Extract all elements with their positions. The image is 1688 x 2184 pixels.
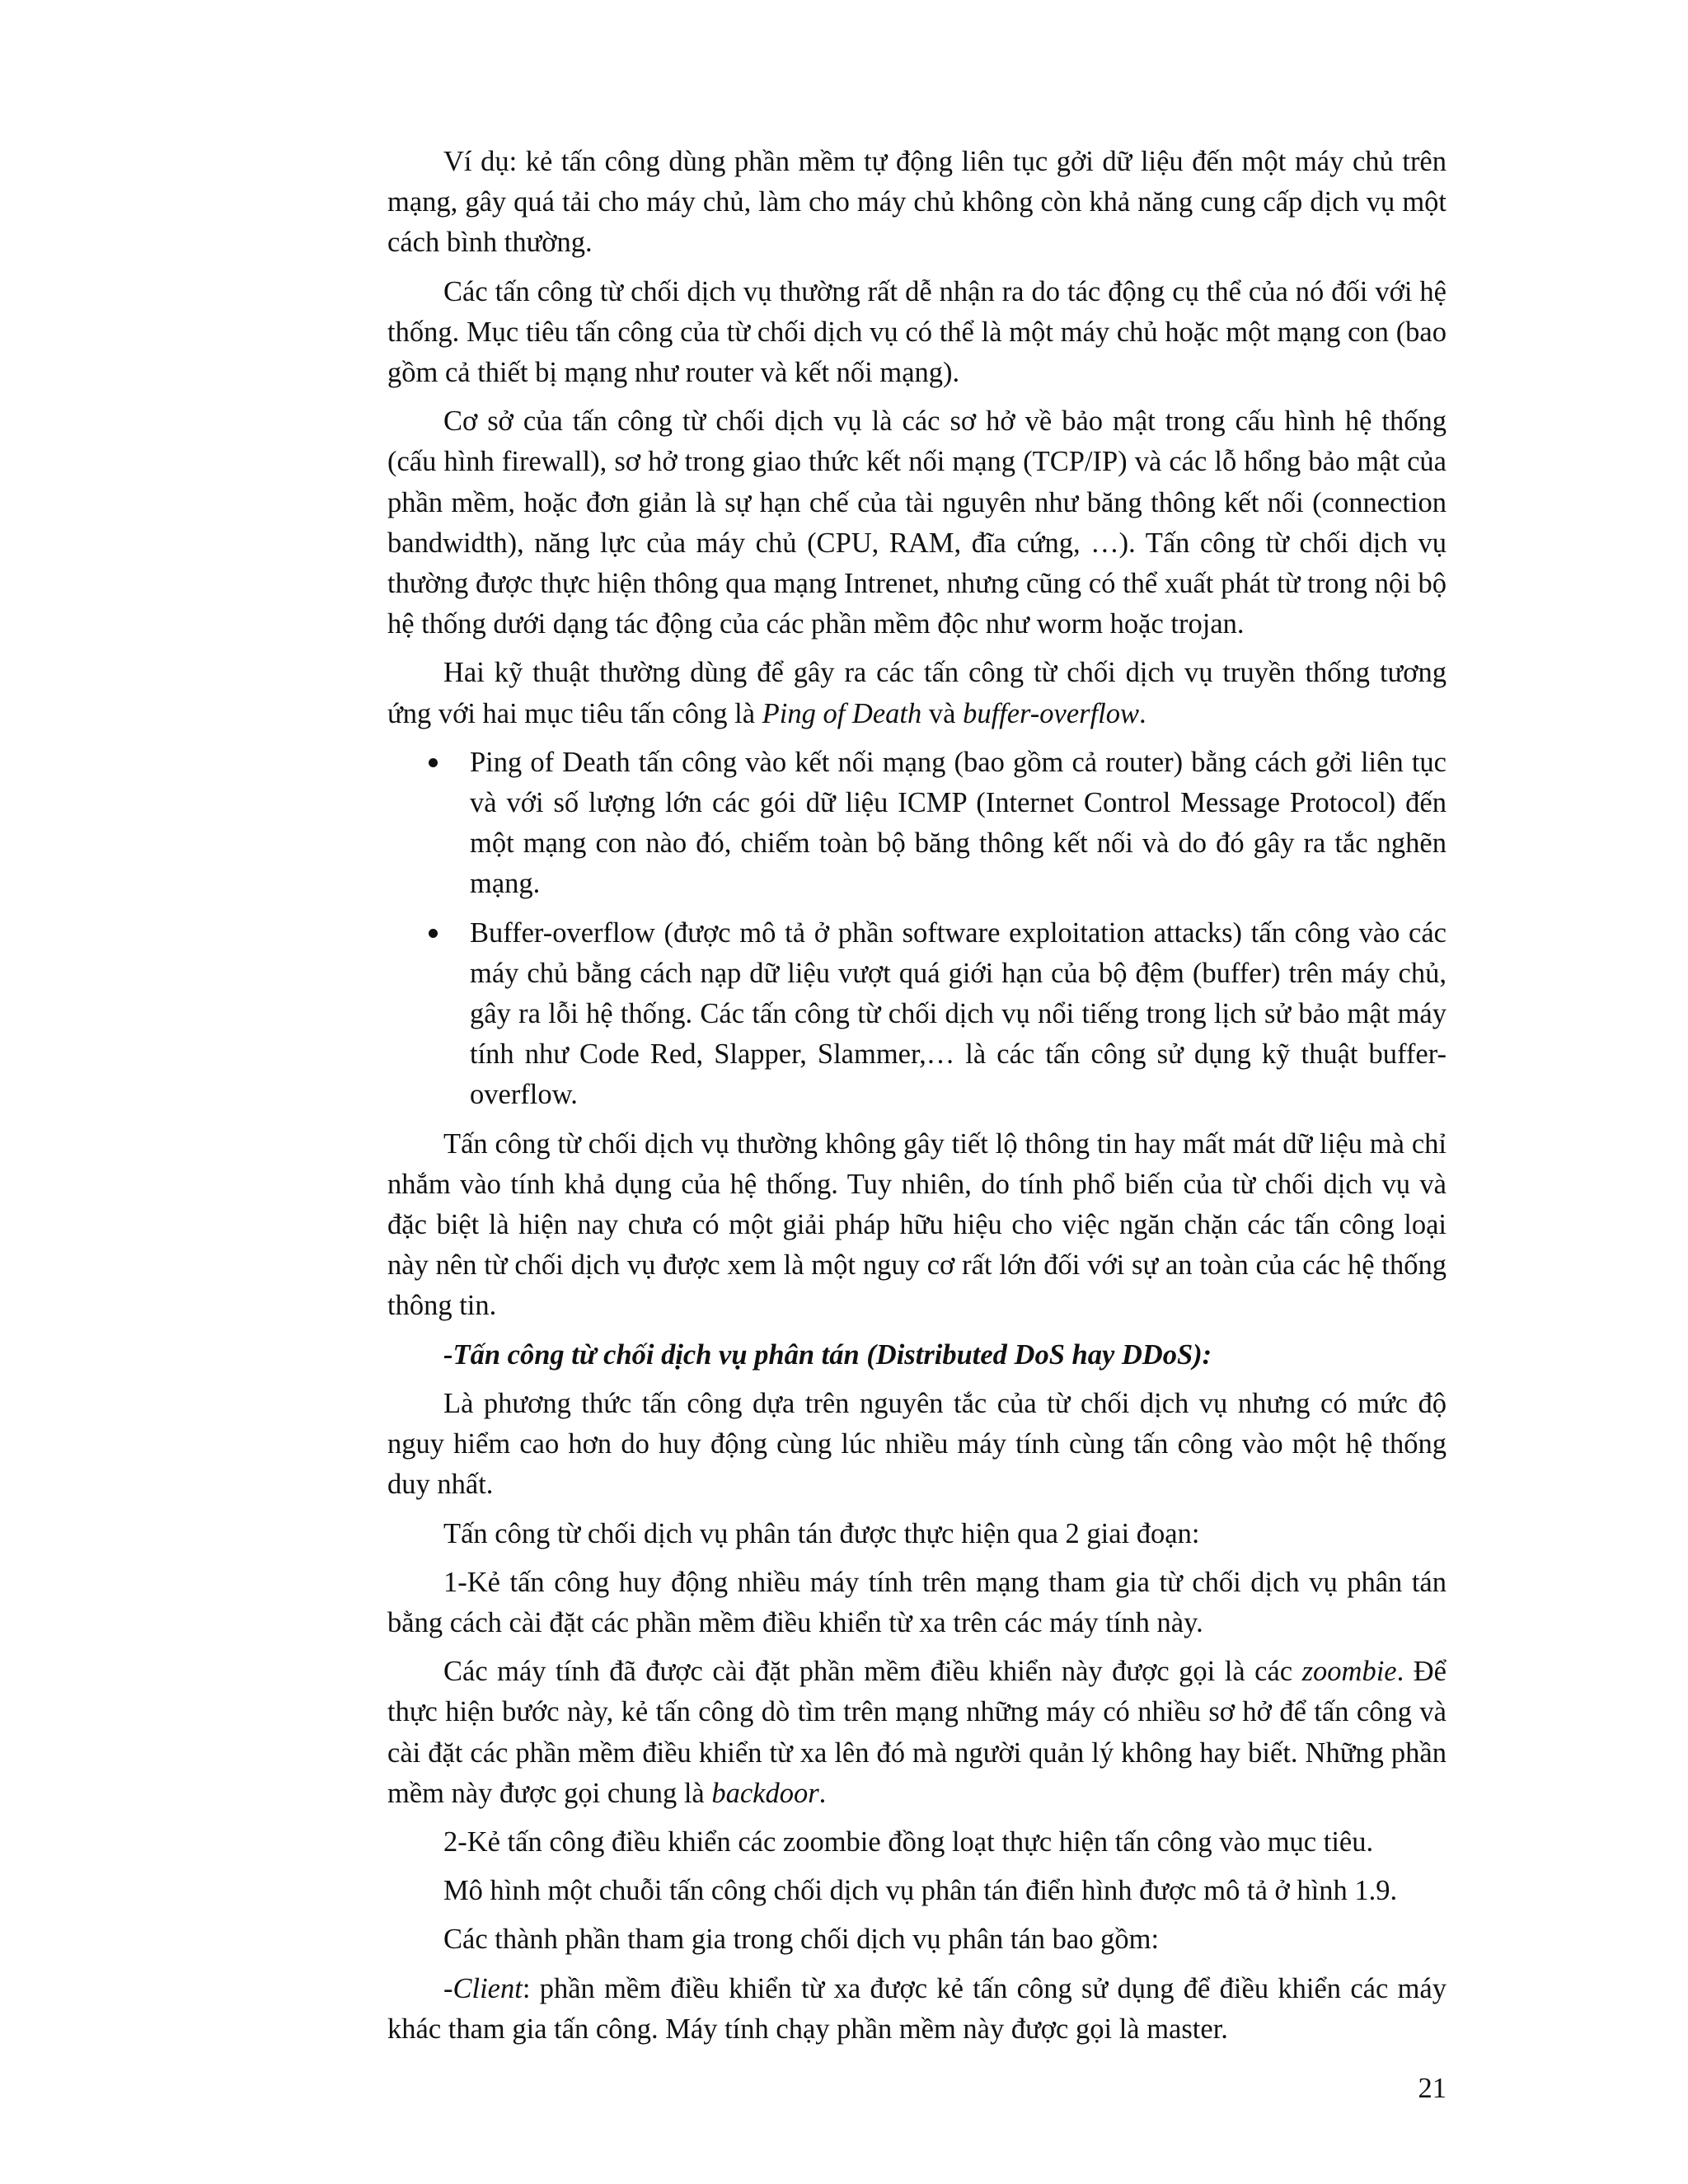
paragraph-text: Các thành phần tham gia trong chối dịch vụ phân tán bao gồm: — [443, 1924, 1160, 1956]
paragraph-text: Tấn công từ chối dịch vụ phân tán được thực hiện qua 2 giai đoạn: — [443, 1517, 1200, 1549]
paragraph-zombie — [387, 1652, 1447, 1814]
paragraph-basis — [387, 401, 1447, 644]
paragraph-text: . — [1139, 697, 1146, 729]
term-buffer-overflow: buffer-overflow — [963, 697, 1140, 729]
bullet-list — [387, 743, 1447, 1116]
list-item — [470, 743, 1447, 905]
paragraph-components — [387, 1919, 1447, 1960]
paragraph-ddos-definition — [387, 1384, 1447, 1506]
paragraph-text: . — [818, 1777, 827, 1809]
paragraph-text: Cơ sở của tấn công từ chối dịch vụ là các sơ hở về bảo mật trong cấu hình hệ thống (cấu hình firewall), sơ hở trong giao thức kết nối mạng (TCP/IP) và các lỗ hổng bảo mật của phần mềm, hoặc đơn giản là sự hạn chế của tài nguyên như băng thông kết nối (connection bandwidth), năng lực của máy chủ (CPU, RAM, đĩa cứng, …). Tấn công từ chối dịch vụ thường được thực hiện thông qua mạng Intrenet, nhưng cũng có thể xuất phát từ trong nội bộ hệ thống dưới dạng tác động của các phần mềm độc như worm hoặc trojan. — [387, 405, 1447, 640]
paragraph-availability — [387, 1124, 1447, 1327]
paragraph-text: . Để thực hiện bước này, kẻ tấn công dò tìm trên mạng những máy có nhiều sơ hở để tấn công và cài đặt các phần mềm điều khiển từ xa lên đó mà người quản lý không hay biết. Những phần mềm này được gọi chung là — [387, 1656, 1447, 1809]
paragraph-text: Mô hình một chuỗi tấn công chối dịch vụ phân tán điển hình được mô tả ở hình 1.9. — [443, 1875, 1398, 1907]
paragraph-two-techniques — [387, 653, 1447, 733]
paragraph-text: Ví dụ: kẻ tấn công dùng phần mềm tự động liên tục gởi dữ liệu đến một máy chủ trên mạng, gây quá tải cho máy chủ, làm cho máy chủ không còn khả năng cung cấp dịch vụ một cách bình thường. — [387, 146, 1447, 259]
paragraph-text: Là phương thức tấn công dựa trên nguyên tắc của từ chối dịch vụ nhưng có mức độ nguy hiểm cao hơn do huy động cùng lúc nhiều máy tính cùng tấn công vào một hệ thống duy nhất. — [387, 1387, 1447, 1501]
paragraph-text: 1-Kẻ tấn công huy động nhiều máy tính trên mạng tham gia từ chối dịch vụ phân tán bằng cách cài đặt các phần mềm điều khiển từ xa trên các máy tính này. — [387, 1566, 1447, 1638]
page-body — [387, 142, 1447, 2058]
list-item — [470, 913, 1447, 1116]
term-zoombie: zoombie — [1301, 1656, 1397, 1688]
bullet-icon — [429, 758, 438, 767]
term-client: -Client — [443, 1972, 523, 2004]
paragraph-example — [387, 142, 1447, 264]
paragraph-text: Các máy tính đã được cài đặt phần mềm điều khiển này được gọi là các — [443, 1656, 1302, 1688]
paragraph-ddos-stages — [387, 1514, 1447, 1554]
paragraph-text: và — [921, 697, 964, 729]
page-number: 21 — [1418, 2073, 1447, 2104]
paragraph-detection — [387, 272, 1447, 394]
paragraph-text: 2-Kẻ tấn công điều khiển các zoombie đồng loạt thực hiện tấn công vào mục tiêu. — [443, 1825, 1374, 1858]
paragraph-stage-2 — [387, 1822, 1447, 1863]
list-item-text: Buffer-overflow (được mô tả ở phần software exploitation attacks) tấn công vào các máy chủ bằng cách nạp dữ liệu vượt quá giới hạn của bộ đệm (buffer) trên máy chủ, gây ra lỗi hệ thống. Các tấn công từ chối dịch vụ nổi tiếng trong lịch sử bảo mật máy tính như Code Red, Slapper, Slammer,… là các tấn công sử dụng kỹ thuật buffer-overflow. — [470, 916, 1447, 1111]
bullet-icon — [429, 929, 438, 938]
paragraph-text: Tấn công từ chối dịch vụ thường không gây tiết lộ thông tin hay mất mát dữ liệu mà chỉ nhắm vào tính khả dụng của hệ thống. Tuy nhiên, do tính phổ biến của từ chối dịch vụ và đặc biệt là hiện nay chưa có một giải pháp hữu hiệu cho việc ngăn chặn các tấn công loại này nên từ chối dịch vụ được xem là một nguy cơ rất lớn đối với sự an toàn của các hệ thống thông tin. — [387, 1127, 1447, 1322]
term-backdoor: backdoor — [711, 1777, 819, 1809]
paragraph-figure-ref — [387, 1871, 1447, 1911]
section-heading-ddos: -Tấn công từ chối dịch vụ phân tán (Distributed DoS hay DDoS): — [443, 1338, 1212, 1371]
paragraph-text: Các tấn công từ chối dịch vụ thường rất dễ nhận ra do tác động cụ thể của nó đối với hệ thống. Mục tiêu tấn công của từ chối dịch vụ có thể là một máy chủ hoặc một mạng con (bao gồm cả thiết bị mạng như router và kết nối mạng). — [387, 275, 1447, 389]
paragraph-stage-1 — [387, 1563, 1447, 1643]
paragraph-text: : phần mềm điều khiển từ xa được kẻ tấn công sử dụng để điều khiển các máy khác tham gia tấn công. Máy tính chạy phần mềm này được gọi là master. — [387, 1972, 1447, 2045]
paragraph-text: Hai kỹ thuật thường dùng để gây ra các tấn công từ chối dịch vụ truyền thống tương ứng với hai mục tiêu tấn công là — [387, 657, 1447, 729]
list-item-text: Ping of Death tấn công vào kết nối mạng (bao gồm cả router) bằng cách gởi liên tục và với số lượng lớn các gói dữ liệu ICMP (Internet Control Message Protocol) đến một mạng con nào đó, chiếm toàn bộ băng thông kết nối và do đó gây ra tắc nghẽn mạng. — [470, 746, 1447, 900]
paragraph-client — [387, 1969, 1447, 2050]
term-ping-of-death: Ping of Death — [762, 697, 922, 729]
